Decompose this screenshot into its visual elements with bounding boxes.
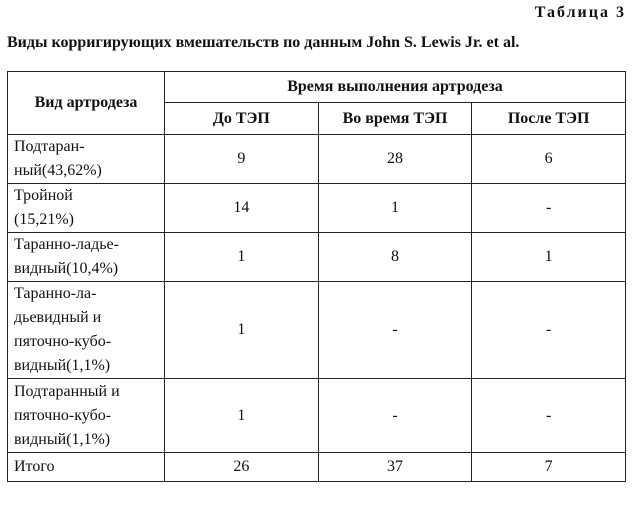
cell-during: 1 [318,184,472,233]
cell-before: 9 [165,135,319,184]
cell-before: 1 [165,282,319,379]
cell-before: 1 [165,233,319,282]
cell-after: - [472,184,626,233]
row-label-line: видный(1,1%) [14,357,111,374]
cell-after: - [472,379,626,453]
row-label-line: видный(10,4%) [14,260,119,277]
table-row [8,379,626,453]
data-table [7,71,626,482]
row-label-line: пяточно-кубо- [14,406,112,424]
cell-after: 6 [472,135,626,184]
cell-during: - [318,379,472,453]
cell-after: - [472,282,626,379]
column-header-type: Вид артродеза [8,72,165,135]
row-label [8,135,165,184]
column-header-before: До ТЭП [165,103,319,135]
table-row [8,233,626,282]
row-label-line: дьевидный и [14,309,102,326]
table-number: Таблица 3 [534,4,626,21]
total-after: 7 [472,453,626,482]
row-label-line: видный(1,1%) [14,430,111,448]
cell-during: 28 [318,135,472,184]
column-header-during: Во время ТЭП [318,103,472,135]
total-label: Итого [8,453,165,482]
cell-after: 1 [472,233,626,282]
cell-before: 1 [165,379,319,453]
cell-before: 14 [165,184,319,233]
row-label-line: ный(43,62%) [14,162,102,179]
row-label-line: Таранно-ладье- [14,236,119,253]
row-label-line: Тройной [14,187,73,204]
header-row [8,72,626,103]
row-label [8,184,165,233]
row-label-line: (15,21%) [14,211,74,228]
row-label [8,282,165,379]
cell-during: - [318,282,472,379]
column-header-after: После ТЭП [472,103,626,135]
table-row [8,135,626,184]
row-label-line: Подтаран- [14,138,85,155]
row-label-line: Таранно-ла- [14,285,97,302]
row-label [8,379,165,453]
row-label-line: пяточно-кубо- [14,333,112,350]
column-group-header: Время выполнения артродеза [165,72,626,103]
total-row [8,453,626,482]
table-title: Виды корригирующих вмешательств по данным John S. Lewis Jr. et al. [7,34,520,51]
total-during: 37 [318,453,472,482]
row-label [8,233,165,282]
table-row [8,282,626,379]
row-label-line: Подтаранный и [14,382,120,400]
total-before: 26 [165,453,319,482]
table-row [8,184,626,233]
cell-during: 8 [318,233,472,282]
